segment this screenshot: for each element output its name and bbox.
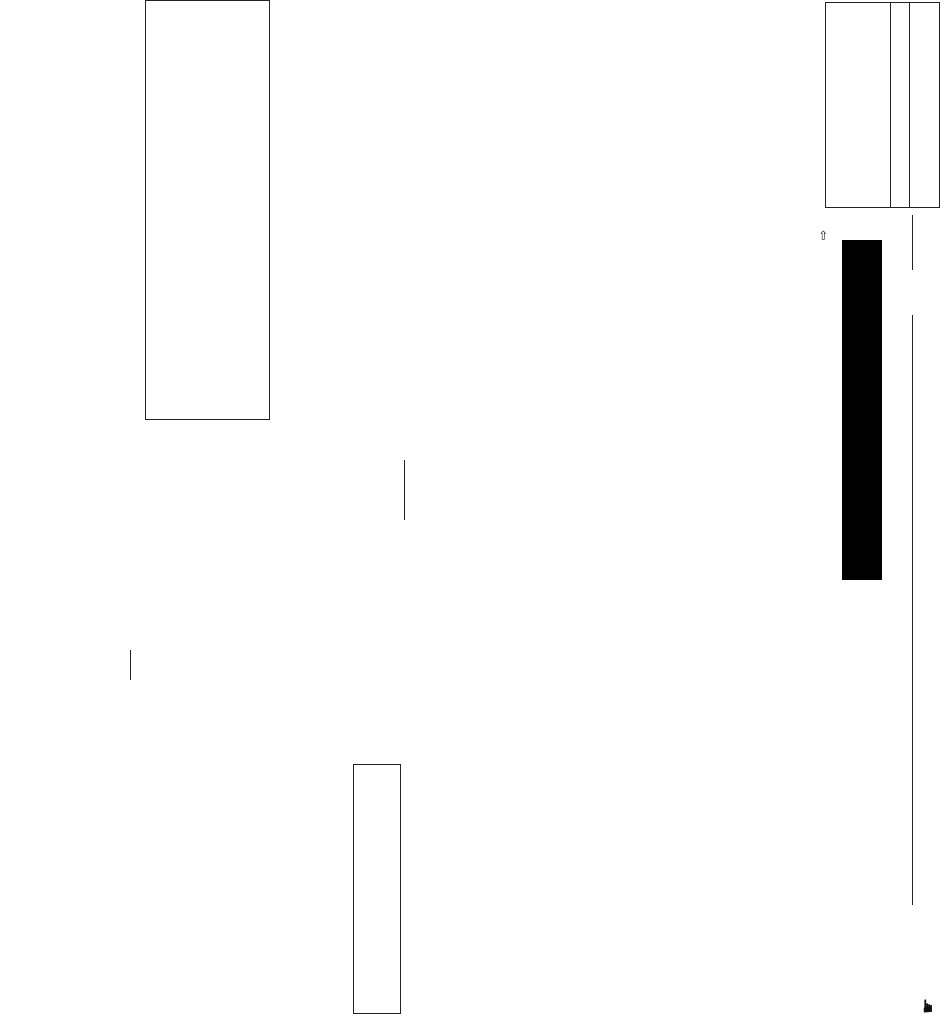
payable-box [890, 2, 940, 208]
complete-box [353, 764, 401, 1014]
hand-pointer-icon: ☛ [918, 997, 938, 1014]
signature-line[interactable] [912, 315, 913, 905]
arrow-icon: ⇨ [816, 229, 830, 240]
dishonored-check-banner [842, 240, 882, 580]
office-use-box [145, 0, 270, 420]
date-line[interactable] [912, 215, 913, 270]
audited-by-box[interactable] [820, 615, 840, 815]
tax-no-input-line[interactable] [404, 460, 405, 520]
year-input-line[interactable] [130, 650, 131, 680]
